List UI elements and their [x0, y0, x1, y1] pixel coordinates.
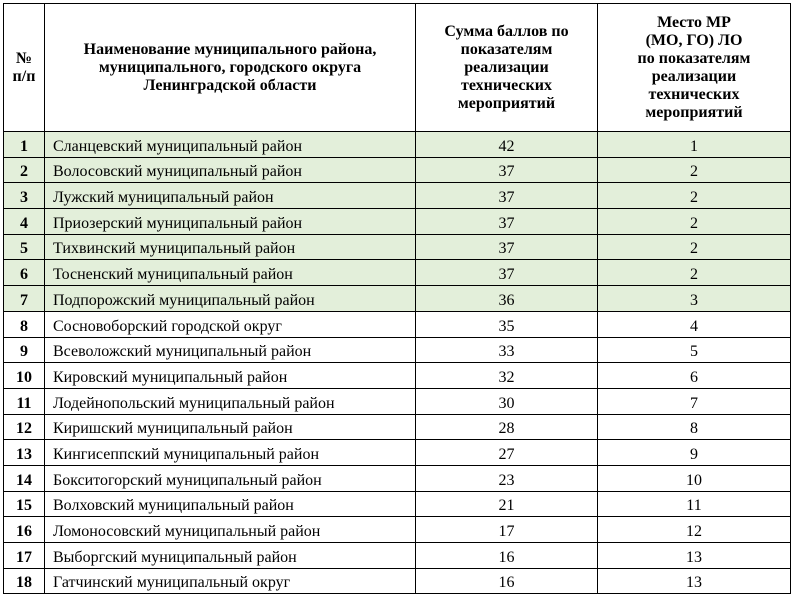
header-place-line: по показателям [637, 49, 751, 67]
place-value: 10 [598, 465, 791, 491]
table-row [4, 440, 791, 466]
header-score-line: реализации [464, 58, 549, 76]
district-name: Сосновоборский городской округ [45, 311, 416, 337]
district-name: Гатчинский муниципальный округ [45, 568, 416, 594]
place-value: 1 [598, 132, 791, 158]
row-number: 16 [4, 517, 45, 543]
district-name: Всеволожский муниципальный район [45, 337, 416, 363]
district-name: Выборгский муниципальный район [45, 543, 416, 569]
row-number: 4 [4, 209, 45, 235]
place-value: 2 [598, 209, 791, 235]
district-name: Бокситогорский муниципальный район [45, 465, 416, 491]
table-row [4, 465, 791, 491]
place-value: 3 [598, 286, 791, 312]
score-value: 30 [416, 388, 598, 414]
place-value: 9 [598, 440, 791, 466]
row-number: 5 [4, 234, 45, 260]
table-row [4, 311, 791, 337]
row-number: 11 [4, 388, 45, 414]
header-place-line: Место МР [657, 13, 731, 31]
table-row [4, 286, 791, 312]
header-num [4, 4, 45, 132]
score-value: 16 [416, 568, 598, 594]
header-name-line: Наименование муниципального района, [83, 40, 377, 58]
table-row [4, 388, 791, 414]
district-name: Лодейнопольский муниципальный район [45, 388, 416, 414]
header-place-line: мероприятий [645, 103, 743, 121]
score-value: 35 [416, 311, 598, 337]
row-number: 12 [4, 414, 45, 440]
row-number: 17 [4, 543, 45, 569]
district-name: Тихвинский муниципальный район [45, 234, 416, 260]
place-value: 5 [598, 337, 791, 363]
table-body [4, 132, 791, 594]
place-value: 2 [598, 234, 791, 260]
header-score-line: технических [461, 76, 552, 94]
district-name: Волосовский муниципальный район [45, 157, 416, 183]
table-row [4, 414, 791, 440]
table-row [4, 568, 791, 594]
header-row [4, 4, 791, 132]
district-name: Сланцевский муниципальный район [45, 132, 416, 158]
table-row [4, 157, 791, 183]
place-value: 4 [598, 311, 791, 337]
row-number: 15 [4, 491, 45, 517]
ranking-table [3, 3, 791, 594]
row-number: 9 [4, 337, 45, 363]
row-number: 1 [4, 132, 45, 158]
table-row [4, 260, 791, 286]
place-value: 11 [598, 491, 791, 517]
row-number: 7 [4, 286, 45, 312]
header-name-line: Ленинградской области [143, 76, 317, 94]
score-value: 32 [416, 363, 598, 389]
header-name-line: муниципального, городского округа [98, 58, 362, 76]
district-name: Кировский муниципальный район [45, 363, 416, 389]
table-row [4, 517, 791, 543]
header-name [45, 4, 416, 132]
header-place-line: (МО, ГО) ЛО [645, 31, 743, 49]
score-value: 37 [416, 234, 598, 260]
table-row [4, 337, 791, 363]
score-value: 37 [416, 260, 598, 286]
table-row [4, 132, 791, 158]
district-name: Кингисеппский муниципальный район [45, 440, 416, 466]
score-value: 37 [416, 183, 598, 209]
row-number: 18 [4, 568, 45, 594]
row-number: 3 [4, 183, 45, 209]
place-value: 2 [598, 260, 791, 286]
score-value: 37 [416, 157, 598, 183]
score-value: 28 [416, 414, 598, 440]
score-value: 17 [416, 517, 598, 543]
row-number: 10 [4, 363, 45, 389]
row-number: 13 [4, 440, 45, 466]
table-row [4, 183, 791, 209]
score-value: 36 [416, 286, 598, 312]
place-value: 2 [598, 157, 791, 183]
place-value: 13 [598, 568, 791, 594]
header-score-line: Сумма баллов по [444, 22, 569, 40]
score-value: 23 [416, 465, 598, 491]
place-value: 2 [598, 183, 791, 209]
score-value: 27 [416, 440, 598, 466]
district-name: Тосненский муниципальный район [45, 260, 416, 286]
table-row [4, 491, 791, 517]
row-number: 8 [4, 311, 45, 337]
district-name: Киришский муниципальный район [45, 414, 416, 440]
table-row [4, 209, 791, 235]
district-name: Волховский муниципальный район [45, 491, 416, 517]
place-value: 6 [598, 363, 791, 389]
table-row [4, 363, 791, 389]
score-value: 37 [416, 209, 598, 235]
score-value: 42 [416, 132, 598, 158]
place-value: 7 [598, 388, 791, 414]
place-value: 12 [598, 517, 791, 543]
header-score-line: мероприятий [457, 94, 556, 112]
table-row [4, 234, 791, 260]
score-value: 16 [416, 543, 598, 569]
row-number: 2 [4, 157, 45, 183]
place-value: 8 [598, 414, 791, 440]
district-name: Лужский муниципальный район [45, 183, 416, 209]
header-place [598, 4, 791, 132]
header-num-line: № [15, 49, 33, 67]
row-number: 6 [4, 260, 45, 286]
header-place-line: реализации [651, 67, 737, 85]
header-score-line: показателям [460, 40, 553, 58]
place-value: 13 [598, 543, 791, 569]
row-number: 14 [4, 465, 45, 491]
district-name: Ломоносовский муниципальный район [45, 517, 416, 543]
table-row [4, 543, 791, 569]
score-value: 21 [416, 491, 598, 517]
district-name: Приозерский муниципальный район [45, 209, 416, 235]
header-score [416, 4, 598, 132]
score-value: 33 [416, 337, 598, 363]
district-name: Подпорожский муниципальный район [45, 286, 416, 312]
header-num-line: п/п [12, 67, 36, 85]
header-place-line: технических [648, 85, 740, 103]
